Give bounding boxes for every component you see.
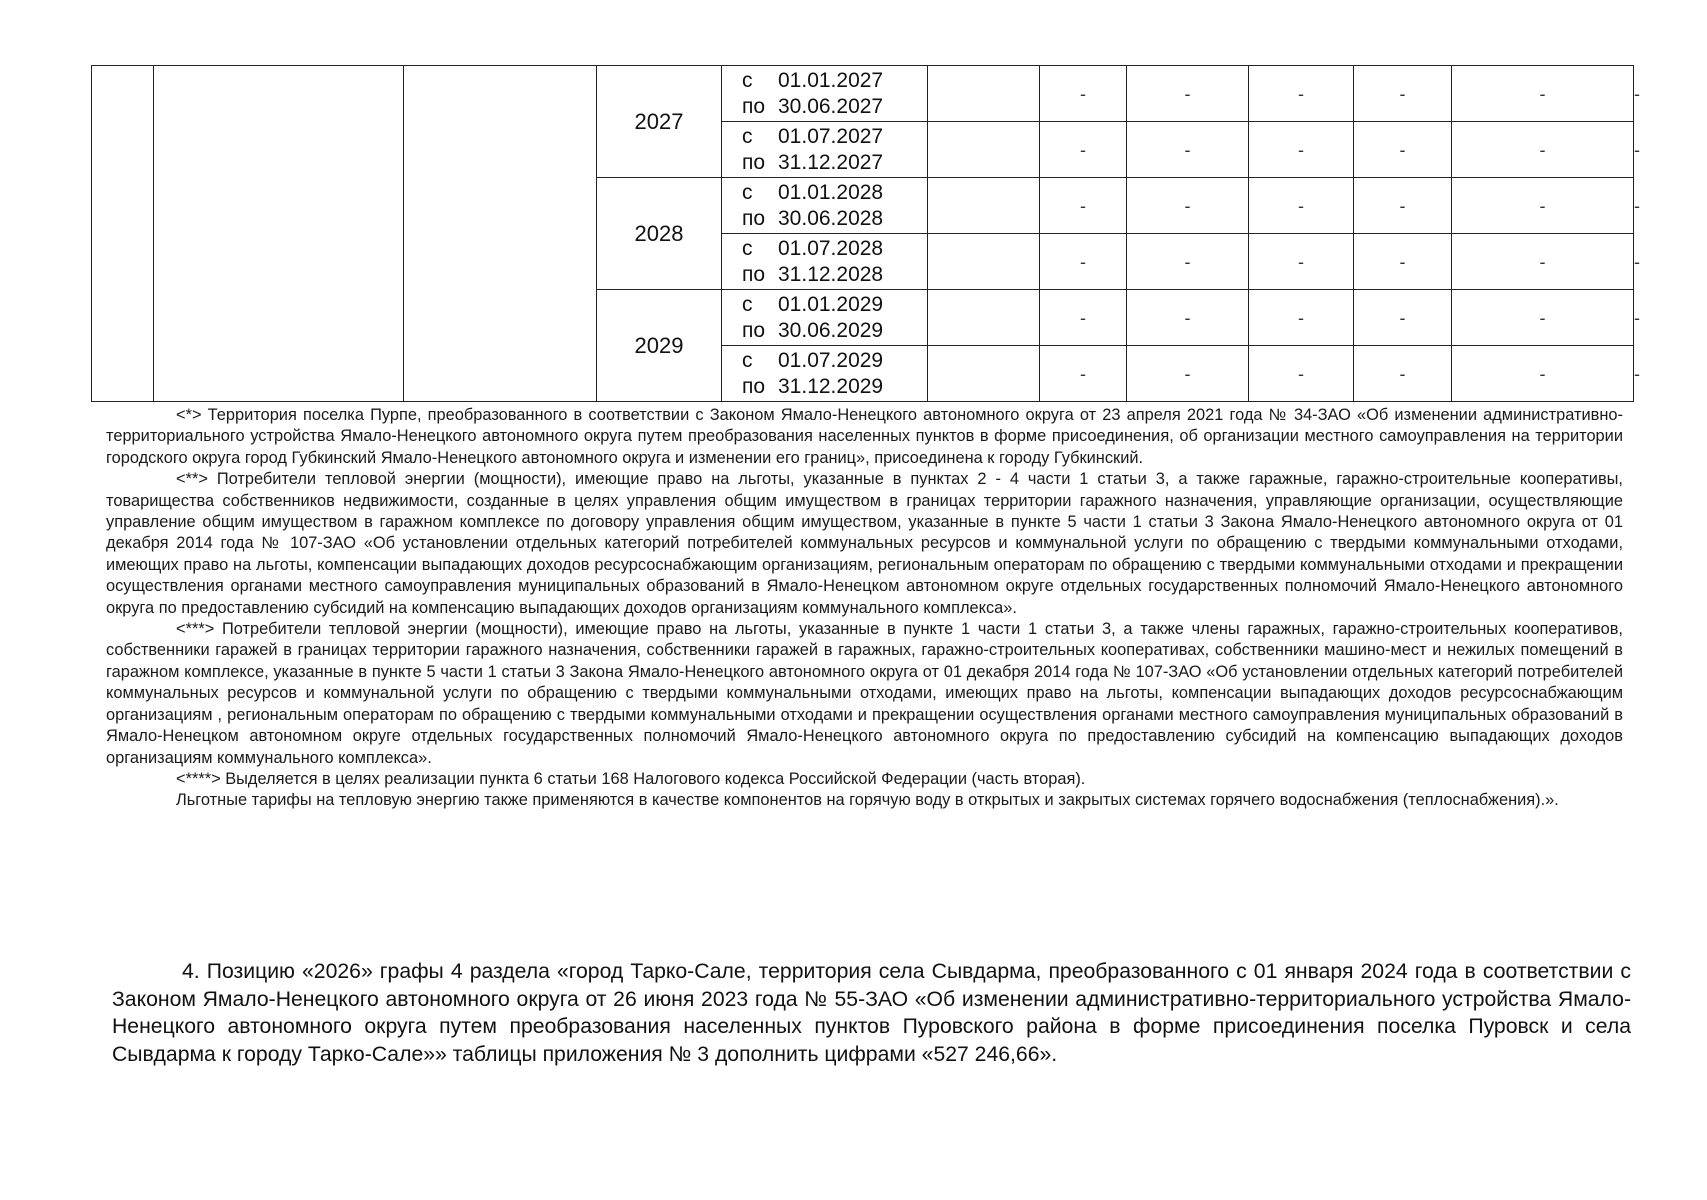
- to-date: 30.06.2028: [778, 206, 884, 230]
- value-cell: -: [1040, 122, 1127, 178]
- from-prefix: с: [742, 68, 753, 92]
- value-cell: -: [1127, 234, 1249, 290]
- value-cell: -: [1354, 122, 1452, 178]
- to-prefix: по: [742, 94, 766, 118]
- period-to: [742, 206, 927, 232]
- table-row: 2028 с 01.01.2028 по 30.06.2028 - - - - - -: [92, 178, 1634, 234]
- period-from: [742, 348, 927, 374]
- period-to: [742, 94, 927, 120]
- table-cell-col3: [404, 66, 597, 402]
- table-row: 2027 с 01.01.2027 по 30.06.2027 - - - - - -: [92, 66, 1634, 122]
- value-cell: -: [1127, 178, 1249, 234]
- from-date: 01.07.2029: [778, 348, 884, 372]
- value-cell: -: [1354, 234, 1452, 290]
- value-cell: -: [1249, 346, 1354, 402]
- footnote-5: Льготные тарифы на тепловую энергию также применяются в качестве компонентов на горячую воду в открытых и закрытых системах горячего водоснабжения (теплоснабжения).».: [176, 791, 1559, 810]
- period-from: [742, 292, 927, 318]
- to-date: 31.12.2027: [778, 150, 884, 174]
- from-prefix: с: [742, 236, 753, 260]
- value-cell-blank: [928, 178, 1040, 234]
- from-prefix: с: [742, 180, 753, 204]
- value-cell: -: [1249, 290, 1354, 346]
- to-date: 31.12.2029: [778, 374, 884, 398]
- value-cell-blank: [928, 122, 1040, 178]
- value-cell-blank: [928, 290, 1040, 346]
- value-cell: -: [1127, 346, 1249, 402]
- year-cell: 2027: [597, 66, 722, 178]
- period-from: [742, 180, 927, 206]
- footnote-2: <**> Потребители тепловой энергии (мощности), имеющие право на льготы, указанные в пунктах 2 - 4 части 1 статьи 3, а также гаражные, гаражно-строительные кооперативы, товарищества собственников недвижимости, созданные в целях управления общим имуществом в границах территории гаражного назначения, управляющие организации, осуществляющие управление общим имуществом в гаражном комплексе по договору управления общим имуществом, указанные в пункте 5 части 1 статьи 3 Закона Ямало-Ненецкого автономного округа от 01 декабря 2014 года № 107-ЗАО «Об установлении отдельных категорий потребителей коммунальных ресурсов и коммунальной услуги по обращению с твердыми коммунальными отходами, имеющих право на льготы, компенсации выпадающих доходов ресурсоснабжающим организациям, региональным операторам по обращению с твердыми коммунальными отходами и прекращении осуществления органами местного самоуправления муниципальных образований в Ямало-Ненецком автономном округе отдельных государственных полномочий Ямало-Ненецкого автономного округа по предоставлению субсидий на компенсацию выпадающих доходов организациям коммунального комплекса».: [106, 470, 1623, 617]
- period-to: [742, 150, 927, 176]
- value-cell: -: [1452, 122, 1634, 178]
- value-cell: -: [1354, 66, 1452, 122]
- value-cell: -: [1354, 346, 1452, 402]
- from-date: 01.07.2027: [778, 124, 884, 148]
- to-date: 30.06.2027: [778, 94, 884, 118]
- to-prefix: по: [742, 318, 766, 342]
- value-cell-blank: [928, 234, 1040, 290]
- from-prefix: с: [742, 124, 753, 148]
- footnote-4: <****> Выделяется в целях реализации пункта 6 статьи 168 Налогового кодекса Российской Федерации (часть вторая).: [176, 769, 1086, 788]
- period-to: [742, 262, 927, 288]
- value-cell: -: [1452, 290, 1634, 346]
- value-cell: -: [1452, 234, 1634, 290]
- period-cell: [722, 346, 928, 402]
- value-cell: -: [1040, 346, 1127, 402]
- table-cell-col2: [154, 66, 404, 402]
- period-from: [742, 124, 927, 150]
- value-cell: -: [1452, 178, 1634, 234]
- from-date: 01.01.2028: [778, 180, 884, 204]
- period-cell: [722, 234, 928, 290]
- footnote-1: <*> Территория поселка Пурпе, преобразованного в соответствии с Законом Ямало-Ненецкого автономного округа от 23 апреля 2021 года № 34-ЗАО «Об изменении административно-территориального устройства Ямало-Ненецкого автономного округа путем преобразования населенных пунктов в форме присоединения, об организации местного самоуправления на территории городского округа город Губкинский Ямало-Ненецкого автономного округа и изменении его границ», присоединена к городу Губкинский.: [106, 406, 1623, 467]
- period-cell: [722, 290, 928, 346]
- value-cell-blank: [928, 66, 1040, 122]
- value-cell: -: [1040, 234, 1127, 290]
- period-from: [742, 236, 927, 262]
- value-cell: -: [1354, 290, 1452, 346]
- table-row: с 01.07.2029 по 31.12.2029 - - - - - -: [92, 346, 1634, 402]
- from-prefix: с: [742, 292, 753, 316]
- value-cell: -: [1040, 290, 1127, 346]
- table-row: 2029 с 01.01.2029 по 30.06.2029 - - - - - -: [92, 290, 1634, 346]
- value-cell: -: [1249, 234, 1354, 290]
- table-row: с 01.07.2027 по 31.12.2027 - - - - - -: [92, 122, 1634, 178]
- to-prefix: по: [742, 374, 766, 398]
- value-cell: -: [1249, 66, 1354, 122]
- value-cell: -: [1452, 346, 1634, 402]
- from-date: 01.07.2028: [778, 236, 884, 260]
- table-row: с 01.07.2028 по 31.12.2028 - - - - - -: [92, 234, 1634, 290]
- value-cell: -: [1040, 66, 1127, 122]
- value-cell: -: [1127, 122, 1249, 178]
- table-body: [92, 66, 1640, 402]
- to-date: 30.06.2029: [778, 318, 884, 342]
- period-to: [742, 374, 927, 400]
- value-cell: -: [1249, 122, 1354, 178]
- to-prefix: по: [742, 262, 766, 286]
- to-prefix: по: [742, 150, 766, 174]
- value-cell: -: [1127, 290, 1249, 346]
- footnotes: [106, 405, 1623, 812]
- from-prefix: с: [742, 348, 753, 372]
- footnote-3: <***> Потребители тепловой энергии (мощности), имеющие право на льготы, указанные в пункте 1 части 1 статьи 3, а также члены гаражных, гаражно-строительных кооперативов, собственники гаражей в границах территории гаражного назначения, собственники гаражей в гаражных, гаражно-строительных кооперативах, собственники машино-мест и нежилых помещений в гаражном комплексе, указанные в пункте 5 части 1 статьи 3 Закона Ямало-Ненецкого автономного округа от 01 декабря 2014 года № 107-ЗАО «Об установлении отдельных категорий потребителей коммунальных ресурсов и коммунальной услуги по обращению с твердыми коммунальными отходами, имеющих право на льготы, компенсации выпадающих доходов ресурсоснабжающим организациям , региональным операторам по обращению с твердыми коммунальными отходами и прекращении осуществления органами местного самоуправления муниципальных образований в Ямало-Ненецком автономном округе отдельных государственных полномочий Ямало-Ненецкого автономного округа по предоставлению субсидий на компенсацию выпадающих доходов организациям коммунального комплекса».: [106, 620, 1623, 767]
- value-cell: -: [1354, 178, 1452, 234]
- value-cell: -: [1249, 178, 1354, 234]
- year-cell: 2028: [597, 178, 722, 290]
- to-prefix: по: [742, 206, 766, 230]
- period-cell: [722, 66, 928, 122]
- to-date: 31.12.2028: [778, 262, 884, 286]
- period-cell: [722, 122, 928, 178]
- value-cell-blank: [928, 346, 1040, 402]
- table-cell-col1: [92, 66, 154, 402]
- value-cell: -: [1452, 66, 1634, 122]
- value-cell: -: [1040, 178, 1127, 234]
- period-cell: [722, 178, 928, 234]
- value-cell: -: [1127, 66, 1249, 122]
- period-to: [742, 318, 927, 344]
- amendment-section: [112, 958, 1631, 1068]
- from-date: 01.01.2029: [778, 292, 884, 316]
- period-from: [742, 68, 927, 94]
- tariff-table: [91, 65, 1640, 402]
- amendment-paragraph: 4. Позицию «2026» графы 4 раздела «город Тарко-Сале, территория села Сывдарма, преобразованного с 01 января 2024 года в соответствии с Законом Ямало-Ненецкого автономного округа от 26 июня 2023 года № 55-ЗАО «Об изменении административно-территориального устройства Ямало-Ненецкого автономного округа путем преобразования населенных пунктов Пуровского района в форме присоединения поселка Пуровск и села Сывдарма к городу Тарко-Сале»» таблицы приложения № 3 дополнить цифрами «527 246,66».: [112, 960, 1631, 1066]
- from-date: 01.01.2027: [778, 68, 884, 92]
- year-cell: 2029: [597, 290, 722, 402]
